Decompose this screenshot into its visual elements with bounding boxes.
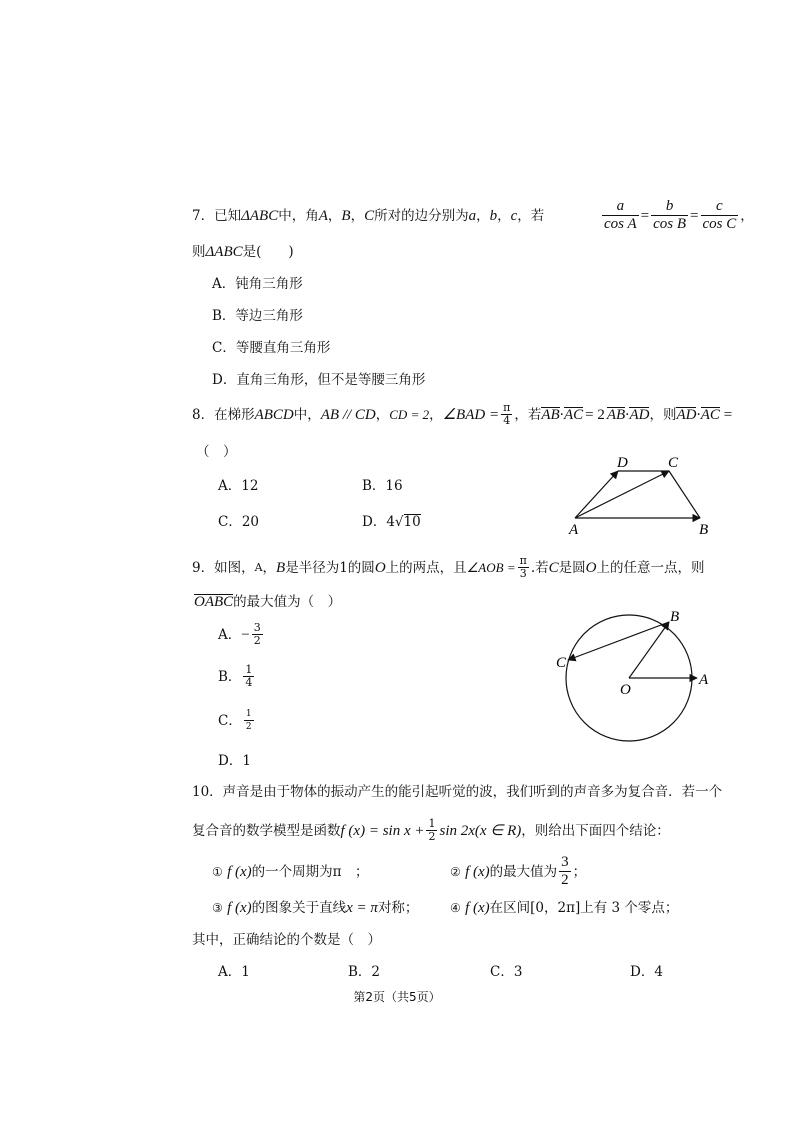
point-label-a: A bbox=[569, 522, 579, 538]
point-label-b: B bbox=[699, 522, 709, 538]
q10-option-a: A．1 bbox=[218, 964, 250, 980]
q10-option-c: C．3 bbox=[490, 964, 523, 980]
page-footer: 第2页（共5页） bbox=[353, 990, 441, 1004]
q8-option-c: C．20 bbox=[218, 514, 260, 530]
q10-option-d: D．4 bbox=[630, 964, 663, 980]
fraction-c-cosC: $\frac{c}{\text{cos C}}$ bbox=[702, 198, 737, 232]
q9-stem: 9．如图， A ， B 是半径为1的圆 O 上的两点，且 ∠AOB = $\frac{\pi}{3}$ .若 C 是圆 O 上的任意一点，则 bbox=[192, 554, 705, 580]
segment-cb bbox=[669, 471, 700, 518]
q10-summary: 其中，正确结论的个数是（ ） bbox=[192, 932, 381, 948]
q8-stem: 8．在梯形 ABCD 中， AB // CD ， CD = 2 ， ∠BAD = $\frac{\pi}{4}$ ，若 AB · AC = 2 AB · AD ，则 AD · AC = bbox=[192, 401, 733, 427]
q7-option-d: D．直角三角形，但不是等腰三角形 bbox=[212, 372, 426, 388]
q8-blank: （ ） bbox=[196, 444, 237, 460]
point-label-b: B bbox=[670, 609, 680, 625]
vector-ac bbox=[575, 471, 669, 518]
point-label-c: C bbox=[668, 455, 679, 471]
q9-option-c: C． $\frac{1}{2}$ bbox=[218, 709, 252, 732]
q10-line1: 10．声音是由于物体的振动产生的能引起听觉的波，我们听到的声音多为复合音．若一个 bbox=[192, 784, 723, 800]
q7-ratio-equation: $\frac{a}{\text{cos A}}$ = $\frac{b}{\text{cos B}}$ = $\frac{c}{\text{cos C}}$ ， bbox=[604, 198, 754, 232]
q8-option-d: D．4√10 bbox=[362, 514, 421, 530]
q10-conclusion-3: ③ f (x)的图象关于直线x = π对称； bbox=[212, 900, 419, 916]
vector-bc bbox=[568, 622, 669, 660]
q10-option-b: B．2 bbox=[348, 964, 381, 980]
q10-conclusion-2: ② f (x) 的最大值为 $\frac{3}{2}$ ； bbox=[450, 854, 587, 888]
q7-stem: 7．已知ΔABC中，角A，B，C所对的边分别为a，b，c，若 bbox=[192, 208, 545, 224]
q10-line2: 复合音的数学模型是函数 f (x) = sin x + $\frac{1}{2}$ sin 2x(x ∈ R) ，则给出下面四个结论： bbox=[192, 817, 670, 843]
q9-option-b: B． $\frac{1}{4}$ bbox=[218, 663, 253, 689]
q7-line2: 则ΔABC是( ) bbox=[192, 244, 294, 260]
point-label-c: C bbox=[556, 655, 567, 671]
trapezoid-figure bbox=[560, 450, 730, 540]
q9-line2: OABC的最大值为（ ） bbox=[194, 594, 342, 610]
point-label-d: D bbox=[617, 455, 628, 471]
circle-figure bbox=[550, 605, 720, 765]
fraction-b-cosB: $\frac{b}{\text{cos B}}$ bbox=[653, 198, 687, 232]
q7-option-a: A．钝角三角形 bbox=[212, 276, 303, 292]
fraction-a-cosA: $\frac{a}{\text{cos A}}$ bbox=[604, 198, 637, 232]
q8-option-a: A．12 bbox=[218, 478, 259, 494]
vector-ob bbox=[629, 622, 669, 678]
point-label-o: O bbox=[620, 682, 631, 698]
q7-option-b: B．等边三角形 bbox=[212, 308, 303, 324]
fraction-pi-over-4: $\frac{\pi}{4}$ bbox=[503, 401, 511, 427]
vector-ad bbox=[575, 471, 618, 518]
q9-option-d: D．1 bbox=[218, 753, 251, 769]
q9-option-a: A． − $\frac{3}{2}$ bbox=[218, 621, 261, 647]
point-label-a: A bbox=[699, 672, 709, 688]
q10-conclusion-1: ① f (x)的一个周期为π ； bbox=[212, 864, 369, 880]
q10-conclusion-4: ④ f (x)在区间[0，2π]上有 3 个零点； bbox=[450, 900, 679, 916]
fraction-pi-over-3: $\frac{\pi}{3}$ bbox=[519, 554, 527, 580]
q7-option-c: C．等腰直角三角形 bbox=[212, 340, 331, 356]
q8-option-b: B．16 bbox=[362, 478, 403, 494]
